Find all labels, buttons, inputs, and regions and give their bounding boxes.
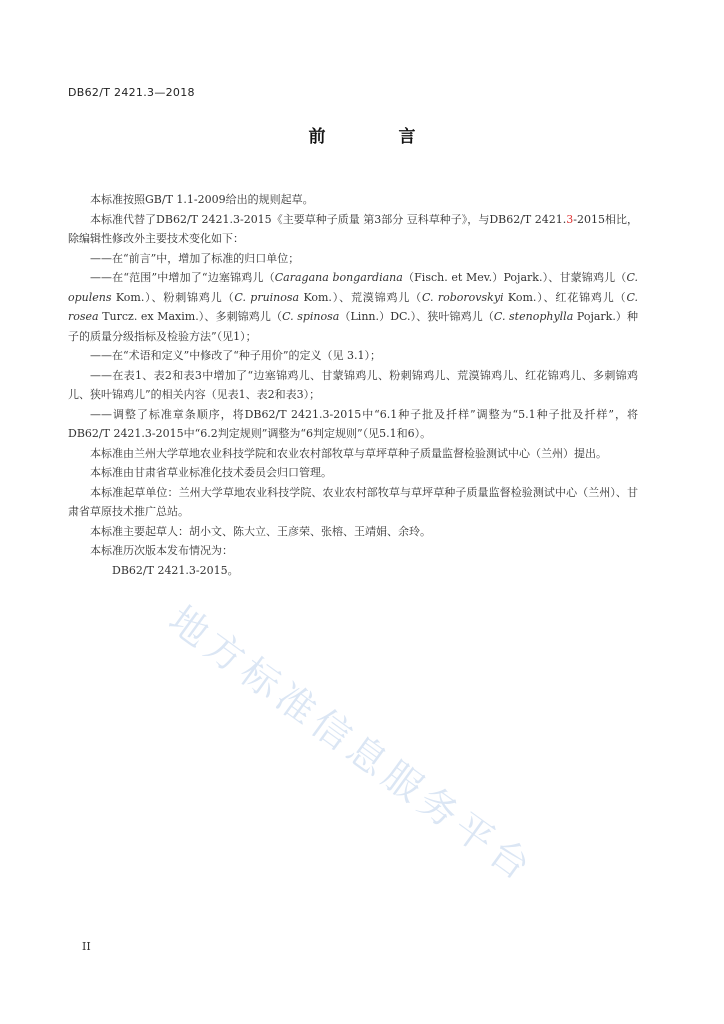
species-name: C. roborovskyi	[422, 290, 504, 304]
species-name: C. pruinosa	[234, 290, 300, 304]
highlight-span: 3	[566, 212, 574, 226]
text-span: -2015相比，除编辑性修改外主要技术变化如下：	[68, 212, 638, 245]
text-span: 本标准代替了DB62/T 2421.3-2015《主要草种子质量 第3部分 豆科草种子》，与DB62/T 2421.	[90, 212, 567, 226]
change-item-2	[68, 268, 638, 346]
paragraph-drafting-rules: 本标准按照GB/T 1.1-2009给出的规则起草。	[90, 193, 314, 206]
watermark: 地方标准信息服务平台	[160, 597, 543, 892]
species-name: C. opulens	[68, 271, 639, 304]
change-item-5: ——调整了标准章条顺序，将DB62/T 2421.3-2015中“6.1种子批及扦样”调整为“5.1种子批及扦样”，将DB62/T 2421.3-2015中“6.2判定规则”调整为“6判定规则”（见5.1和6）。	[68, 407, 638, 440]
species-name: C. stenophylla	[493, 310, 574, 323]
text-span: （Fisch. et Mev.）Pojark.）、甘蒙锦鸡儿（	[402, 271, 627, 284]
text-span: Kom.）、粉刺锦鸡儿（	[111, 290, 235, 304]
change-item-3: ——在“术语和定义”中修改了“种子用价”的定义（见 3.1）；	[90, 349, 381, 362]
paragraph-drafters: 本标准主要起草人：胡小文、陈大立、王彦荣、张榕、王靖娟、余玲。	[90, 524, 431, 538]
paragraph-replaces	[68, 210, 638, 249]
standard-code: DB62/T 2421.3—2018	[68, 86, 195, 99]
paragraph-previous-edition: DB62/T 2421.3-2015。	[112, 563, 239, 577]
change-item-4: ——在表1、表2和表3中增加了“边塞锦鸡儿、甘蒙锦鸡儿、粉刺锦鸡儿、荒漠锦鸡儿、红花锦鸡儿、多刺锦鸡儿、狭叶锦鸡儿”的相关内容（见表1、表2和表3）；	[68, 368, 638, 401]
text-span: Kom.）、红花锦鸡儿（	[503, 290, 627, 304]
species-name: C. spinosa	[282, 310, 340, 323]
species-name: C. rosea	[68, 290, 638, 323]
text-span: （Linn.）DC.）、狭叶锦鸡儿（	[339, 310, 494, 323]
page-number: II	[82, 940, 91, 953]
change-item-1: ——在“前言”中，增加了标准的归口单位；	[90, 251, 300, 265]
text-span: Kom.）、荒漠锦鸡儿（	[299, 290, 423, 304]
paragraph-proposed-by: 本标准由兰州大学草地农业科技学院和农业农村部牧草与草坪草种子质量监督检验测试中心（兰州）提出。	[90, 446, 607, 460]
foreword-body	[68, 190, 638, 580]
page-title: 前 言	[308, 127, 444, 147]
text-span: ——在“范围”中增加了“边塞锦鸡儿（	[90, 271, 275, 284]
paragraph-managed-by: 本标准由甘肃省草业标准化技术委员会归口管理。	[90, 466, 332, 479]
species-name: Caragana bongardiana	[274, 271, 403, 284]
text-span: Pojark.）种子的质量分级指标及检验方法”（见1）；	[68, 310, 639, 343]
paragraph-history: 本标准历次版本发布情况为：	[90, 544, 233, 557]
paragraph-drafting-units: 本标准起草单位：兰州大学草地农业科技学院、农业农村部牧草与草坪草种子质量监督检验测试中心（兰州）、甘肃省草原技术推广总站。	[68, 485, 638, 518]
text-span: Turcz. ex Maxim.）、多刺锦鸡儿（	[98, 310, 283, 323]
